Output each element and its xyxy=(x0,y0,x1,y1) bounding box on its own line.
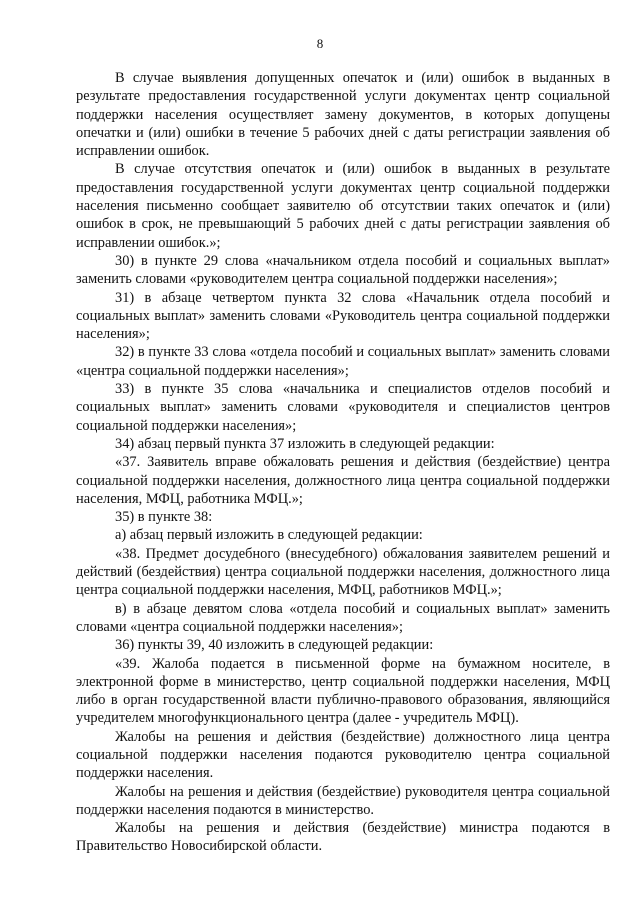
paragraph: 35) в пункте 38: xyxy=(115,509,213,526)
paragraph: 32) в пункте 33 слова «отдела пособий и социальных выплат» заменить словами «центра социальной поддержки населения»; xyxy=(76,344,610,379)
paragraph: Жалобы на решения и действия (бездействие) должностного лица центра социальной поддержки населения подаются руководителю центра социальной поддержки населения. xyxy=(76,728,610,782)
paragraph: 34) абзац первый пункта 37 изложить в следующей редакции: xyxy=(115,435,495,452)
paragraph: Жалобы на решения и действия (бездействие) министра подаются в Правительство Новосибирской области. xyxy=(76,820,610,855)
page-number: 8 xyxy=(316,36,324,51)
paragraph: «38. Предмет досудебного (внесудебного) обжалования заявителем решений и действий (бездействия) центра социальной поддержки населения, должностного лица центра социальной поддержки населения, МФЦ, работников МФЦ.»; xyxy=(76,545,610,599)
paragraph: «37. Заявитель вправе обжаловать решения и действия (бездействие) центра социальной поддержки населения, должностного лица центра социальной поддержки населения, МФЦ, работника МФЦ.»; xyxy=(76,454,610,507)
paragraph: Жалобы на решения и действия (бездействие) руководителя центра социальной поддержки населения подаются в министерство. xyxy=(76,783,610,818)
paragraph: 30) в пункте 29 слова «начальником отдела пособий и социальных выплат» заменить словами «руководителем центра социальной поддержки населения»; xyxy=(76,252,610,288)
paragraph: В случае отсутствия опечаток и (или) ошибок в выданных в результате предоставления государственной услуги документах центр социальной поддержки населения письменно сообщает заявителю об отсутствии таких опечаток и (или) ошибок в срок, не превышающий 5 рабочих дней с даты регистрации заявления об исправлении ошибок.»; xyxy=(76,161,610,251)
paragraph: «39. Жалоба подается в письменной форме на бумажном носителе, в электронной форме в министерство, центр социальной поддержки населения, МФЦ либо в орган государственной власти публично-правового образования, являющийся учредителем многофункционального центра (далее - учредитель МФЦ). xyxy=(76,655,610,727)
paragraph: 36) пункты 39, 40 изложить в следующей редакции: xyxy=(115,637,434,654)
paragraph: а) абзац первый изложить в следующей редакции: xyxy=(115,527,423,544)
paragraph: 33) в пункте 35 слова «начальника и специалистов отделов пособий и социальных выплат» заменить словами «руководителя и специалистов центров социальной поддержки населения»; xyxy=(76,381,610,434)
document-body xyxy=(76,69,610,856)
paragraph: В случае выявления допущенных опечаток и (или) ошибок в выданных в результате предоставления государственной услуги документах центр социальной поддержки населения осуществляет замену документов, в которых допущены опечатки и (или) ошибки в течение 5 рабочих дней с даты регистрации заявления об исправлении ошибок. xyxy=(76,70,610,160)
paragraph: в) в абзаце девятом слова «отдела пособий и социальных выплат» заменить словами «центра социальной поддержки населения»; xyxy=(76,600,610,635)
paragraph: 31) в абзаце четвертом пункта 32 слова «Начальник отдела пособий и социальных выплат» заменить словами «Руководитель центра социальной поддержки населения»; xyxy=(76,289,610,343)
